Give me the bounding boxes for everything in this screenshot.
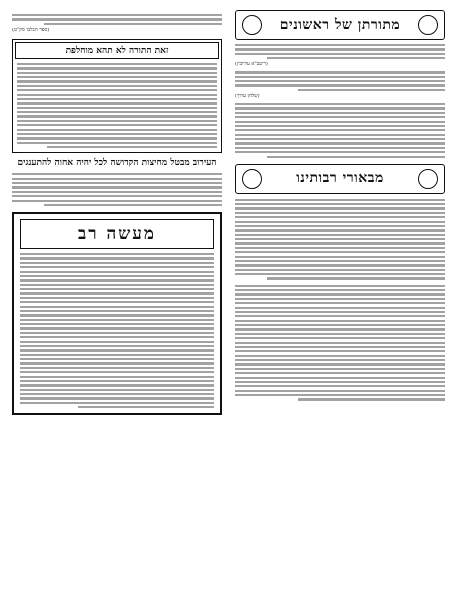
right-column bbox=[235, 10, 445, 592]
text-block bbox=[235, 103, 445, 158]
boxed-section bbox=[12, 39, 222, 153]
story-box-header bbox=[20, 219, 214, 249]
section-banner bbox=[235, 164, 445, 194]
text-block bbox=[235, 199, 445, 280]
text-block bbox=[12, 14, 222, 25]
banner-title: מתורתן של ראשונים bbox=[279, 16, 401, 33]
text-block bbox=[235, 71, 445, 91]
section-heading: העירוב מבטל מחיצות הקדושה לכל יהיה אחוה להתענגים bbox=[17, 158, 217, 169]
text-block bbox=[235, 285, 445, 401]
text-block bbox=[17, 63, 217, 148]
text-block bbox=[20, 253, 214, 408]
banner-title: מבאורי רבותינו bbox=[296, 170, 384, 187]
source-citation: (ריטב"א עירובין) bbox=[235, 61, 268, 68]
section-banner bbox=[235, 10, 445, 40]
left-column bbox=[12, 10, 222, 592]
text-block bbox=[235, 44, 445, 59]
story-box-title: מעשה רב bbox=[78, 224, 156, 245]
text-block bbox=[12, 173, 222, 206]
source-citation: (ספר הכלבו סק"ט) bbox=[12, 26, 50, 33]
boxed-title: זאת התורה לא תהא מוחלפת bbox=[15, 42, 219, 59]
source-citation: (שלחן ערוך) bbox=[235, 93, 260, 99]
story-box bbox=[12, 212, 222, 415]
